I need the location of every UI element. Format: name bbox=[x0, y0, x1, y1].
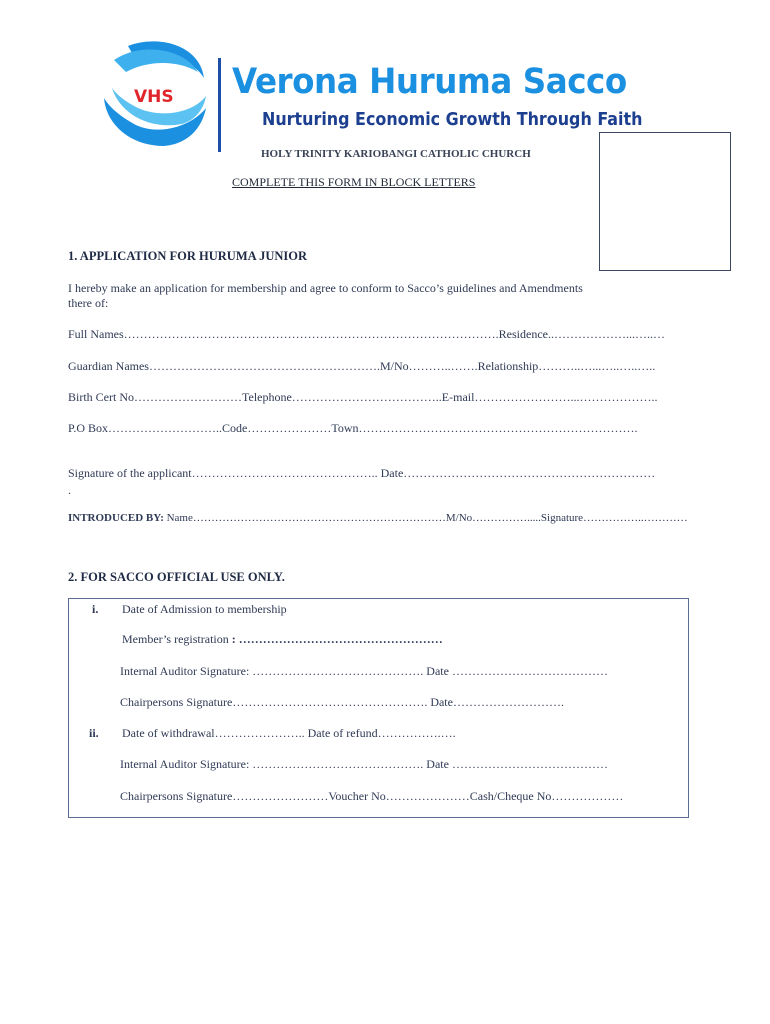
withdrawal-refund-field[interactable]: Date of withdrawal………………….. Date of refund…………….…. bbox=[122, 726, 456, 740]
po-box-field[interactable]: P.O Box………………………..Code…………………Town……………………………………………………………. bbox=[68, 421, 638, 435]
chairperson-signature-field-1[interactable]: Chairpersons Signature…………………………………………. Date………………………. bbox=[120, 695, 564, 709]
brand-name: Verona Huruma Sacco bbox=[232, 62, 627, 102]
item-i-number: i. bbox=[92, 602, 99, 616]
block-letters-notice: COMPLETE THIS FORM IN BLOCK LETTERS bbox=[232, 175, 476, 189]
introduced-by-fields[interactable]: Name……………………………………………………………M/No…………….....Signature……………..………… bbox=[166, 512, 688, 524]
chairperson-signature-field-2[interactable]: Chairpersons Signature……………………Voucher No…………………Cash/Cheque No……………… bbox=[120, 789, 624, 803]
passport-photo-box bbox=[599, 132, 731, 271]
header-divider bbox=[218, 58, 221, 152]
declaration-line-1: I hereby make an application for membership and agree to conform to Sacco’s guidelines and Amendments bbox=[68, 281, 583, 295]
full-names-field[interactable]: Full Names………………………………………………………………………………….Residence..………………...…..… bbox=[68, 327, 665, 341]
introduced-by-row bbox=[68, 512, 688, 524]
declaration-line-2: there of: bbox=[68, 296, 109, 310]
auditor-signature-field-2[interactable]: Internal Auditor Signature: ……………………………………. Date ………………………………… bbox=[120, 757, 608, 771]
birth-cert-field[interactable]: Birth Cert No………………………Telephone………………………………..E-mail……………………...……………….. bbox=[68, 390, 658, 404]
member-registration-field[interactable] bbox=[122, 632, 443, 647]
sacco-logo bbox=[100, 38, 208, 150]
signature-continuation: . bbox=[68, 483, 71, 497]
date-of-admission-field[interactable]: Date of Admission to membership bbox=[122, 602, 287, 616]
member-registration-label: Member’s registration bbox=[122, 632, 229, 646]
item-ii-number: ii. bbox=[89, 726, 99, 740]
section1-heading: 1. APPLICATION FOR HURUMA JUNIOR bbox=[68, 249, 308, 263]
brand-tagline: Nurturing Economic Growth Through Faith bbox=[262, 110, 643, 130]
logo-text: VHS bbox=[134, 87, 174, 107]
hands-logo-icon bbox=[100, 38, 208, 150]
guardian-names-field[interactable]: Guardian Names………………………………………………….M/No………..…….Relationship………..…...…..…..….. bbox=[68, 359, 656, 373]
introduced-by-label: INTRODUCED BY: bbox=[68, 512, 164, 524]
auditor-signature-field-1[interactable]: Internal Auditor Signature: ……………………………………. Date ………………………………… bbox=[120, 664, 608, 678]
section2-heading: 2. FOR SACCO OFFICIAL USE ONLY. bbox=[68, 570, 285, 584]
applicant-signature-field[interactable]: Signature of the applicant……………………………………….. Date……………………………………………………… bbox=[68, 466, 656, 480]
church-name: HOLY TRINITY KARIOBANGI CATHOLIC CHURCH bbox=[261, 148, 531, 160]
member-registration-dots: : …………………………………………… bbox=[231, 632, 443, 646]
